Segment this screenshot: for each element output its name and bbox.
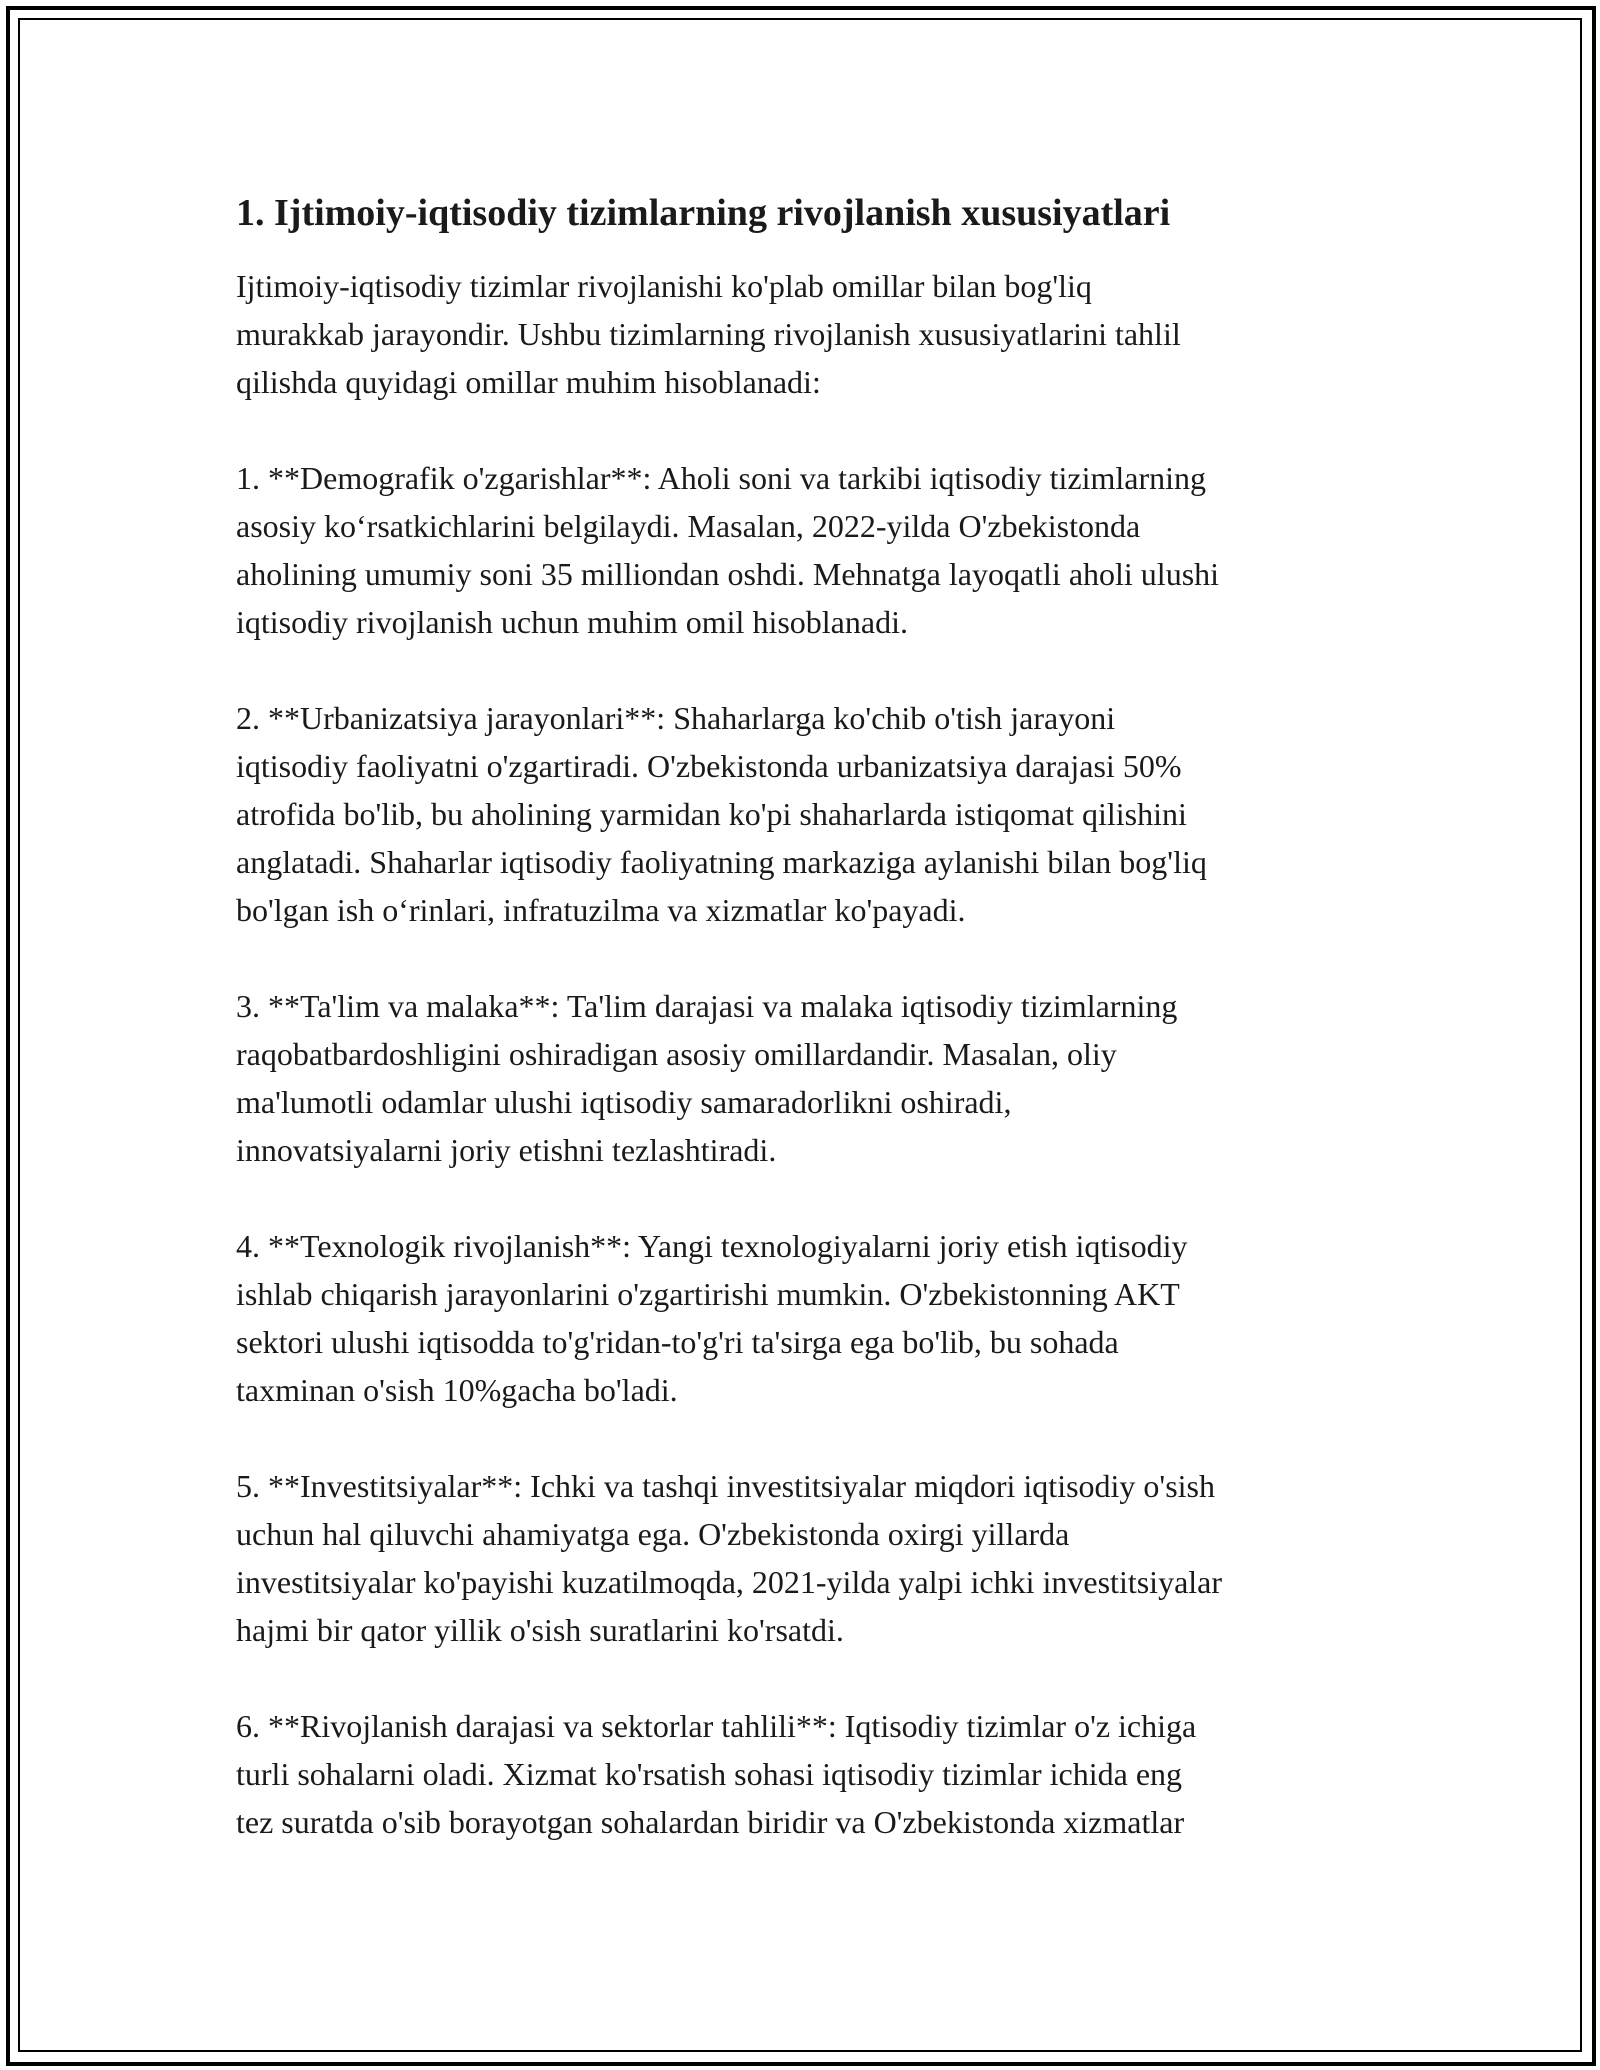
text-line: Ijtimoiy-iqtisodiy tizimlar rivojlanishi ko'plab omillar bilan bog'liq [236,268,1092,304]
text-line: iqtisodiy rivojlanish uchun muhim omil hisoblanadi. [236,604,908,640]
text-line: tez suratda o'sib borayotgan sohalardan biridir va O'zbekistonda xizmatlar [236,1804,1185,1840]
text-line: uchun hal qiluvchi ahamiyatga ega. O'zbekistonda oxirgi yillarda [236,1516,1070,1552]
list-item-education [236,982,1376,1174]
list-item-sector-analysis [236,1702,1376,1846]
text-line: 5. **Investitsiyalar**: Ichki va tashqi investitsiyalar miqdori iqtisodiy o'sish [236,1468,1215,1504]
text-line: ma'lumotli odamlar ulushi iqtisodiy samaradorlikni oshiradi, [236,1084,1012,1120]
text-line: 1. **Demografik o'zgarishlar**: Aholi soni va tarkibi iqtisodiy tizimlarning [236,460,1207,496]
list-item-demographic-changes [236,454,1376,646]
list-item-urbanization [236,694,1376,934]
text-line: bo'lgan ish oʻrinlari, infratuzilma va xizmatlar ko'payadi. [236,892,966,928]
text-line: sektori ulushi iqtisodda to'g'ridan-to'g'ri ta'sirga ega bo'lib, bu sohada [236,1324,1119,1360]
text-line: hajmi bir qator yillik o'sish suratlarini ko'rsatdi. [236,1612,844,1648]
text-line: innovatsiyalarni joriy etishni tezlashtiradi. [236,1132,777,1168]
text-line: asosiy koʻrsatkichlarini belgilaydi. Masalan, 2022-yilda O'zbekistonda [236,508,1141,544]
text-line: 4. **Texnologik rivojlanish**: Yangi texnologiyalarni joriy etish iqtisodiy [236,1228,1188,1264]
text-line: turli sohalarni oladi. Xizmat ko'rsatish sohasi iqtisodiy tizimlar ichida eng [236,1756,1183,1792]
text-line: qilishda quyidagi omillar muhim hisoblanadi: [236,364,821,400]
text-line: atrofida bo'lib, bu aholining yarmidan ko'pi shaharlarda istiqomat qilishini [236,796,1187,832]
section-heading: 1. Ijtimoiy-iqtisodiy tizimlarning rivojlanish xususiyatlari [236,192,1171,234]
text-line: aholining umumiy soni 35 milliondan oshdi. Mehnatga layoqatli aholi ulushi [236,556,1220,592]
text-line: 2. **Urbanizatsiya jarayonlari**: Shaharlarga ko'chib o'tish jarayoni [236,700,1116,736]
text-line: iqtisodiy faoliyatni o'zgartiradi. O'zbekistonda urbanizatsiya darajasi 50% [236,748,1182,784]
list-item-investments [236,1462,1376,1654]
text-line: 6. **Rivojlanish darajasi va sektorlar tahlili**: Iqtisodiy tizimlar o'z ichiga [236,1708,1197,1744]
text-line: ishlab chiqarish jarayonlarini o'zgartirishi mumkin. O'zbekistonning AKT [236,1276,1180,1312]
text-line: taxminan o'sish 10%gacha bo'ladi. [236,1372,678,1408]
document-body [236,186,1376,1846]
text-line: anglatadi. Shaharlar iqtisodiy faoliyatning markaziga aylanishi bilan bog'liq [236,844,1207,880]
text-line: 3. **Ta'lim va malaka**: Ta'lim darajasi va malaka iqtisodiy tizimlarning [236,988,1178,1024]
text-line: raqobatbardoshligini oshiradigan asosiy omillardandir. Masalan, oliy [236,1036,1117,1072]
list-item-technology [236,1222,1376,1414]
text-line: investitsiyalar ko'payishi kuzatilmoqda, 2021-yilda yalpi ichki investitsiyalar [236,1564,1223,1600]
intro-paragraph [236,262,1376,406]
text-line: murakkab jarayondir. Ushbu tizimlarning rivojlanish xususiyatlarini tahlil [236,316,1181,352]
